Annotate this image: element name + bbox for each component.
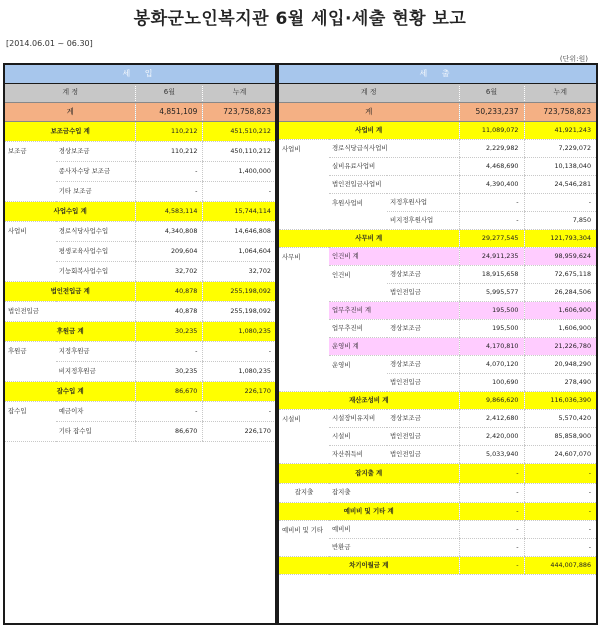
subtotal-label: 보조금수입 계 [5,121,136,141]
table-row [5,281,276,301]
item-label: 시설장비유지비 [329,409,387,427]
item-label: 인건비 [329,265,387,301]
expense-total-label: 계 [279,102,459,121]
table-row [5,381,276,401]
item-label: 기능회복사업수입 [56,261,136,281]
subtotal-label: 사업비 계 [279,121,459,139]
item-label: 비지정후원금 [56,361,136,381]
cum-value: - [524,463,596,483]
item-label: 예금이자 [56,401,136,421]
sub-label: 경상보조금 [387,265,459,283]
month-value: 32,702 [136,261,203,281]
table-row [279,139,596,157]
income-col-month: 6월 [136,83,203,102]
month-value: - [459,502,524,520]
income-panel [5,65,276,623]
income-col-cum: 누계 [203,83,276,102]
month-value: 4,583,114 [136,201,203,221]
table-row [5,301,276,321]
month-value: 30,235 [136,321,203,341]
subtotal-label: 후원금 계 [5,321,136,341]
month-value: - [459,556,524,574]
group-label: 보조금 [5,141,56,201]
month-value: 110,212 [136,141,203,161]
expense-panel [279,65,596,623]
month-value: 4,468,690 [459,157,524,175]
month-value: - [136,161,203,181]
sub-label: 법인전입금 [387,445,459,463]
group-label: 잡지출 [279,483,329,502]
item-label: 자산취득비 [329,445,387,463]
table-row [279,483,596,502]
month-value: 195,500 [459,319,524,337]
table-row [5,401,276,421]
month-value: 4,170,810 [459,337,524,355]
subtotal-label: 잡수입 계 [5,381,136,401]
income-col-account: 계 정 [5,83,136,102]
item-label: 경로식당급식사업비 [329,139,459,157]
month-value: 4,390,400 [459,175,524,193]
sub-label: 지정후원사업 [387,193,459,211]
sub-label: 법인전입금 [387,283,459,301]
table-row [5,221,276,241]
sub-label: 비지정후원사업 [387,211,459,229]
month-value: 5,995,577 [459,283,524,301]
cum-value: 1,400,000 [203,161,276,181]
cum-value: 121,793,304 [524,229,596,247]
cum-value: 1,064,604 [203,241,276,261]
expense-col-cum: 누계 [524,83,596,102]
item-label: 평생교육사업수입 [56,241,136,261]
month-value: - [459,483,524,502]
cum-value: 14,646,808 [203,221,276,241]
item-label: 법인전입금사업비 [329,175,459,193]
cum-value: 1,080,235 [203,321,276,341]
cum-value: 7,229,072 [524,139,596,157]
pink-subtotal-label: 인건비 계 [329,247,459,265]
table-row [279,391,596,409]
item-label: 업무추진비 [329,319,387,337]
cum-value: 255,198,092 [203,281,276,301]
group-label: 사무비 [279,247,329,391]
month-value: 40,878 [136,301,203,321]
cum-value: 21,226,780 [524,337,596,355]
cum-value: - [203,181,276,201]
subtotal-label: 사무비 계 [279,229,459,247]
cum-value: 98,959,624 [524,247,596,265]
cum-value: 278,490 [524,373,596,391]
item-label: 시설비 [329,427,387,445]
group-label: 후원금 [5,341,56,381]
sub-label: 경상보조금 [387,319,459,337]
subtotal-label: 예비비 및 기타 계 [279,502,459,520]
cum-value: 450,110,212 [203,141,276,161]
sub-label: 경상보조금 [387,409,459,427]
month-value: - [459,538,524,556]
item-label: 기타 잡수입 [56,421,136,441]
item-label: 운영비 [329,355,387,391]
table-row [5,201,276,221]
expense-col-month: 6월 [459,83,524,102]
month-value: 4,070,120 [459,355,524,373]
pink-subtotal-label: 운영비 계 [329,337,459,355]
subtotal-label: 법인전입금 계 [5,281,136,301]
expense-total-month: 50,233,237 [459,102,524,121]
group-label: 예비비 및 기타 [279,520,329,556]
cum-value: - [524,502,596,520]
report-period: [2014.06.01 ~ 06.30] [6,39,93,48]
month-value: 2,420,000 [459,427,524,445]
subtotal-label: 사업수입 계 [5,201,136,221]
month-value: - [136,181,203,201]
month-value: 29,277,545 [459,229,524,247]
cum-value: 7,850 [524,211,596,229]
cum-value: 24,607,070 [524,445,596,463]
table-row [279,502,596,520]
report-table [3,63,598,625]
group-label: 시설비 [279,409,329,463]
cum-value: 32,702 [203,261,276,281]
cum-value: 72,675,118 [524,265,596,283]
month-value: 195,500 [459,301,524,319]
table-row [279,520,596,538]
cum-value: 10,138,040 [524,157,596,175]
expense-col-account: 계 정 [279,83,459,102]
sub-label: 경상보조금 [387,355,459,373]
cum-value: 15,744,114 [203,201,276,221]
income-total-label: 계 [5,102,136,121]
month-value: 24,911,235 [459,247,524,265]
unit-label: (단위:원) [559,55,588,63]
subtotal-label: 재산조성비 계 [279,391,459,409]
item-label: 후원사업비 [329,193,387,229]
item-label: 잡지출 [329,483,459,502]
month-value: 30,235 [136,361,203,381]
item-label: 종사자수당 보조금 [56,161,136,181]
cum-value: 85,858,900 [524,427,596,445]
expense-header: 세 출 [279,65,596,83]
month-value: 86,670 [136,381,203,401]
cum-value: - [524,483,596,502]
table-row [279,247,596,265]
month-value: - [459,193,524,211]
cum-value: 1,606,900 [524,301,596,319]
cum-value: 226,170 [203,381,276,401]
month-value: - [459,520,524,538]
expense-total-cum: 723,758,823 [524,102,596,121]
cum-value: 444,007,886 [524,556,596,574]
cum-value: 24,546,281 [524,175,596,193]
item-label: 지정후원금 [56,341,136,361]
month-value: 110,212 [136,121,203,141]
group-label: 사업비 [5,221,56,281]
income-header: 세 입 [5,65,276,83]
item-label: 경상보조금 [56,141,136,161]
group-label: 잡수입 [5,401,56,441]
table-row [5,141,276,161]
cum-value: 451,510,212 [203,121,276,141]
month-value: 9,866,620 [459,391,524,409]
table-row [5,321,276,341]
cum-value: 1,080,235 [203,361,276,381]
month-value: 11,089,072 [459,121,524,139]
pink-subtotal-label: 업무추진비 계 [329,301,459,319]
month-value: - [136,401,203,421]
cum-value: 20,948,290 [524,355,596,373]
cum-value: - [524,538,596,556]
sub-label: 법인전입금 [387,373,459,391]
group-label: 사업비 [279,139,329,229]
table-row [279,229,596,247]
item-label: 반환금 [329,538,459,556]
cum-value: - [203,401,276,421]
month-value: - [136,341,203,361]
table-row [279,463,596,483]
month-value: 5,033,940 [459,445,524,463]
item-label: 경로식당사업수입 [56,221,136,241]
month-value: 4,340,808 [136,221,203,241]
month-value: 2,412,680 [459,409,524,427]
month-value: - [459,463,524,483]
page-title: 봉화군노인복지관 6월 세입·세출 현황 보고 [133,9,467,29]
cum-value: - [524,520,596,538]
table-row [5,341,276,361]
expense-table [279,65,596,575]
group-label: 법인전입금 [5,301,136,321]
month-value: 2,229,982 [459,139,524,157]
cum-value: 1,606,900 [524,319,596,337]
cum-value: 26,284,506 [524,283,596,301]
cum-value: 41,921,243 [524,121,596,139]
income-total-month: 4,851,109 [136,102,203,121]
month-value: 40,878 [136,281,203,301]
subtotal-label: 잡지출 계 [279,463,459,483]
month-value: 18,915,658 [459,265,524,283]
cum-value: 255,198,092 [203,301,276,321]
cum-value: - [524,193,596,211]
month-value: 209,604 [136,241,203,261]
cum-value: 226,170 [203,421,276,441]
table-row [279,556,596,574]
table-row [5,121,276,141]
item-label: 기타 보조금 [56,181,136,201]
income-total-cum: 723,758,823 [203,102,276,121]
cum-value: 116,036,390 [524,391,596,409]
item-label: 실비유료사업비 [329,157,459,175]
item-label: 예비비 [329,520,459,538]
cum-value: - [203,341,276,361]
cum-value: 5,570,420 [524,409,596,427]
month-value: 86,670 [136,421,203,441]
subtotal-label: 차기이월금 계 [279,556,459,574]
table-row [279,409,596,427]
table-row [279,121,596,139]
month-value: 100,690 [459,373,524,391]
month-value: - [459,211,524,229]
sub-label: 법인전입금 [387,427,459,445]
income-table [5,65,276,442]
